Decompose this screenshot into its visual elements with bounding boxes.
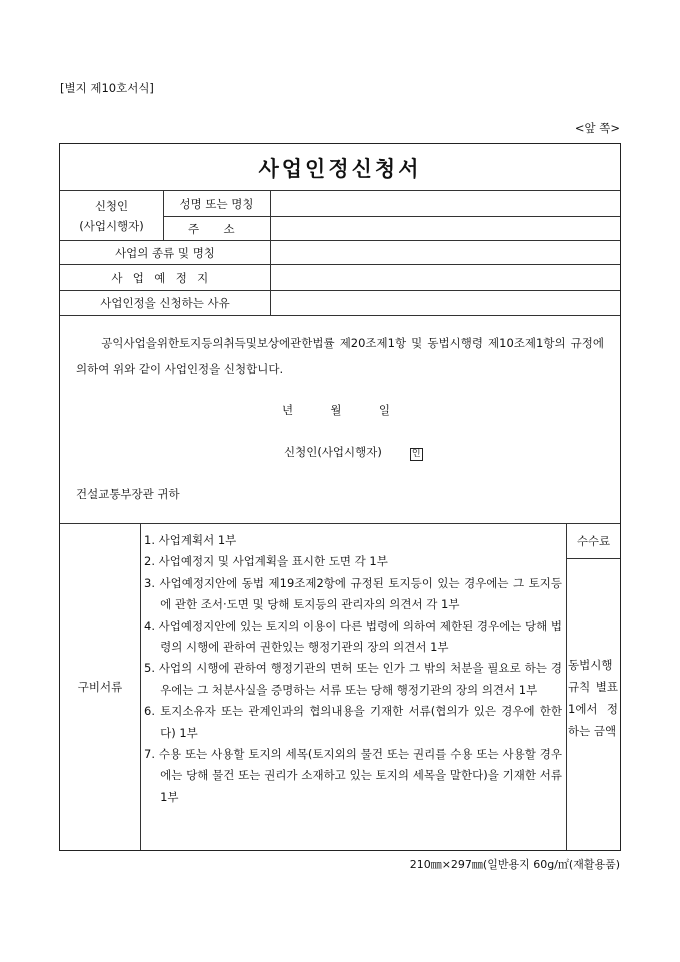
name-label: 성명 또는 명칭 — [179, 196, 254, 211]
fee-label: 수수료 — [576, 534, 611, 548]
list-item: 3. 사업예정지안에 동법 제19조제2항에 규정된 토지등이 있는 경우에는 그 토지등에 관한 조서·도면 및 당해 토지등의 관리자의 의견서 각 1부 — [144, 575, 562, 612]
form-number: [별지 제10호서식] — [60, 81, 154, 95]
date-line — [282, 402, 390, 418]
list-item: 2. 사업예정지 및 사업계획을 표시한 도면 각 1부 — [144, 554, 388, 569]
applicant-sublabel: (사업시행자) — [79, 218, 144, 233]
name-field[interactable] — [271, 191, 620, 216]
addressee: 건설교통부장관 귀하 — [76, 487, 180, 501]
address-field[interactable] — [271, 217, 620, 240]
signature-line — [284, 444, 423, 461]
business-type-label: 사업의 종류 및 명칭 — [115, 245, 215, 260]
documents-list — [144, 530, 562, 808]
application-form-table — [59, 143, 621, 851]
business-type-field[interactable] — [271, 241, 620, 264]
documents-label: 구비서류 — [77, 680, 123, 694]
applicant-label-text: 신청인 — [94, 198, 129, 213]
reason-label: 사업인정을 신청하는 사유 — [100, 296, 230, 310]
date-month: 월 — [330, 403, 342, 417]
date-day: 일 — [378, 403, 390, 417]
list-item: 7. 수용 또는 사용할 토지의 세목(토지외의 물건 또는 권리를 수용 또는 사용할 경우에는 당해 물건 또는 권리가 소재하고 있는 토지의 세목을 말한다)을 기재한 서류 1부 — [144, 747, 562, 804]
list-item: 4. 사업예정지안에 있는 토지의 이용이 다른 법령에 의하여 제한된 경우에는 당해 법령의 시행에 관하여 권한있는 행정기관의 장의 의견서 1부 — [144, 618, 562, 655]
site-field[interactable] — [271, 265, 620, 290]
statement-text: 공익사업을위한토지등의취득및보상에관한법률 제20조제1항 및 동법시행령 제10조제1항의 규정에 의하여 위와 같이 사업인정을 신청합니다. — [76, 336, 604, 376]
signer-label: 신청인(사업시행자) — [284, 445, 382, 459]
applicant-label — [60, 191, 163, 240]
reason-field[interactable] — [271, 291, 620, 315]
seal-mark: 인 — [411, 449, 421, 459]
date-year: 년 — [282, 403, 294, 417]
address-label: 주 소 — [188, 221, 245, 236]
page-side-label: <앞 쪽> — [574, 121, 620, 135]
form-title: 사업인정신청서 — [258, 156, 422, 181]
list-item: 5. 사업의 시행에 관하여 행정기관의 면허 또는 인가 그 밖의 처분을 필요로 하는 경우에는 그 처분사실을 증명하는 서류 또는 당해 행정기관의 장의 의견서 1부 — [144, 661, 562, 697]
paper-spec: 210㎜×297㎜(일반용지 60g/㎡(재활용품) — [409, 858, 620, 871]
list-item: 6. 토지소유자 또는 관계인과의 협의내용을 기재한 서류(협의가 있은 경우에 한한다) 1부 — [144, 704, 562, 740]
documents-section — [60, 524, 620, 850]
fee-value: 동법시행규칙 별표 1에서 정하는 금액 — [568, 658, 618, 738]
list-item: 1. 사업계획서 1부 — [144, 533, 237, 547]
site-label: 사업예정지 — [111, 270, 219, 285]
statement-section — [60, 316, 620, 523]
